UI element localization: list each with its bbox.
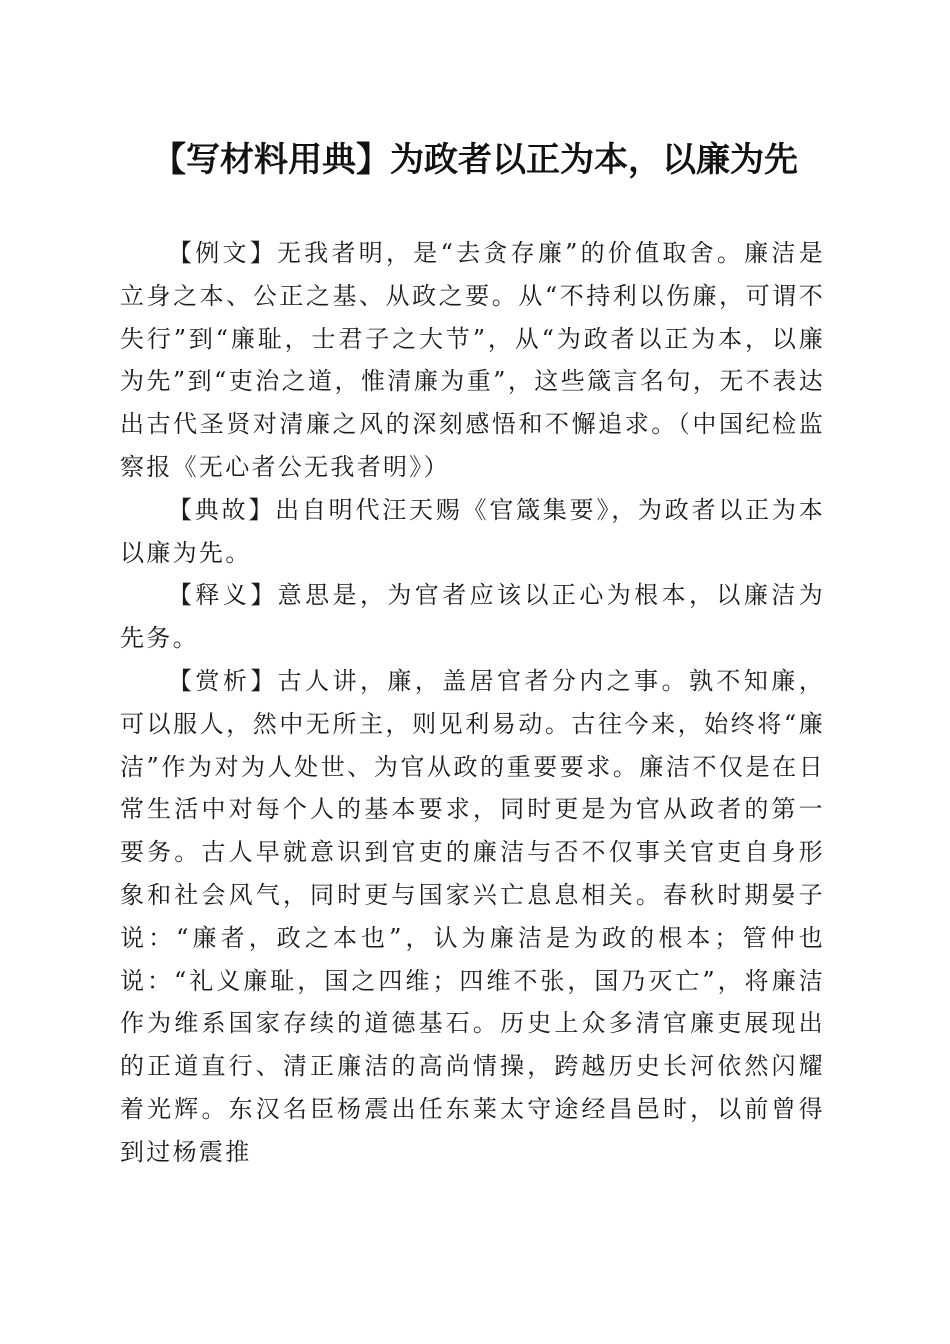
paragraph-allusion: 【典故】出自明代汪天赐《官箴集要》，为政者以正为本以廉为先。: [120, 495, 825, 567]
document-title: 【写材料用典】为政者以正为本，以廉为先: [152, 140, 798, 180]
paragraph-example: 【例文】无我者明，是“去贪存廉”的价值取舍。廉洁是立身之本、公正之基、从政之要。从“不持利以伤廉，可谓不失行”到“廉耻，士君子之大节”，从“为政者以正为本，以廉为先”到“吏治之道，惟清廉为重”，这些箴言名句，无不表达出古代圣贤对清廉之风的深刻感悟和不懈追求。（中国纪检监察报《无心者公无我者明》）: [120, 239, 825, 481]
paragraph-interpretation: 【释义】意思是，为官者应该以正心为根本，以廉洁为先务。: [120, 581, 825, 653]
paragraph-appreciation: 【赏析】古人讲，廉，盖居官者分内之事。孰不知廉，可以服人，然中无所主，则见利易动。古往今来，始终将“廉洁”作为对为人处世、为官从政的重要要求。廉洁不仅是在日常生活中对每个人的基本要求，同时更是为官从政者的第一要务。古人早就意识到官吏的廉洁与否不仅事关官吏自身形象和社会风气，同时更与国家兴亡息息相关。春秋时期晏子说：“廉者，政之本也”，认为廉洁是为政的根本；管仲也说：“礼义廉耻，国之四维；四维不张，国乃灭亡”，将廉洁作为维系国家存续的道德基石。历史上众多清官廉吏展现出的正道直行、清正廉洁的高尚情操，跨越历史长河依然闪耀着光辉。东汉名臣杨震出任东莱太守途经昌邑时，以前曾得到过杨震推: [120, 666, 825, 1166]
document-body: [120, 232, 825, 1174]
